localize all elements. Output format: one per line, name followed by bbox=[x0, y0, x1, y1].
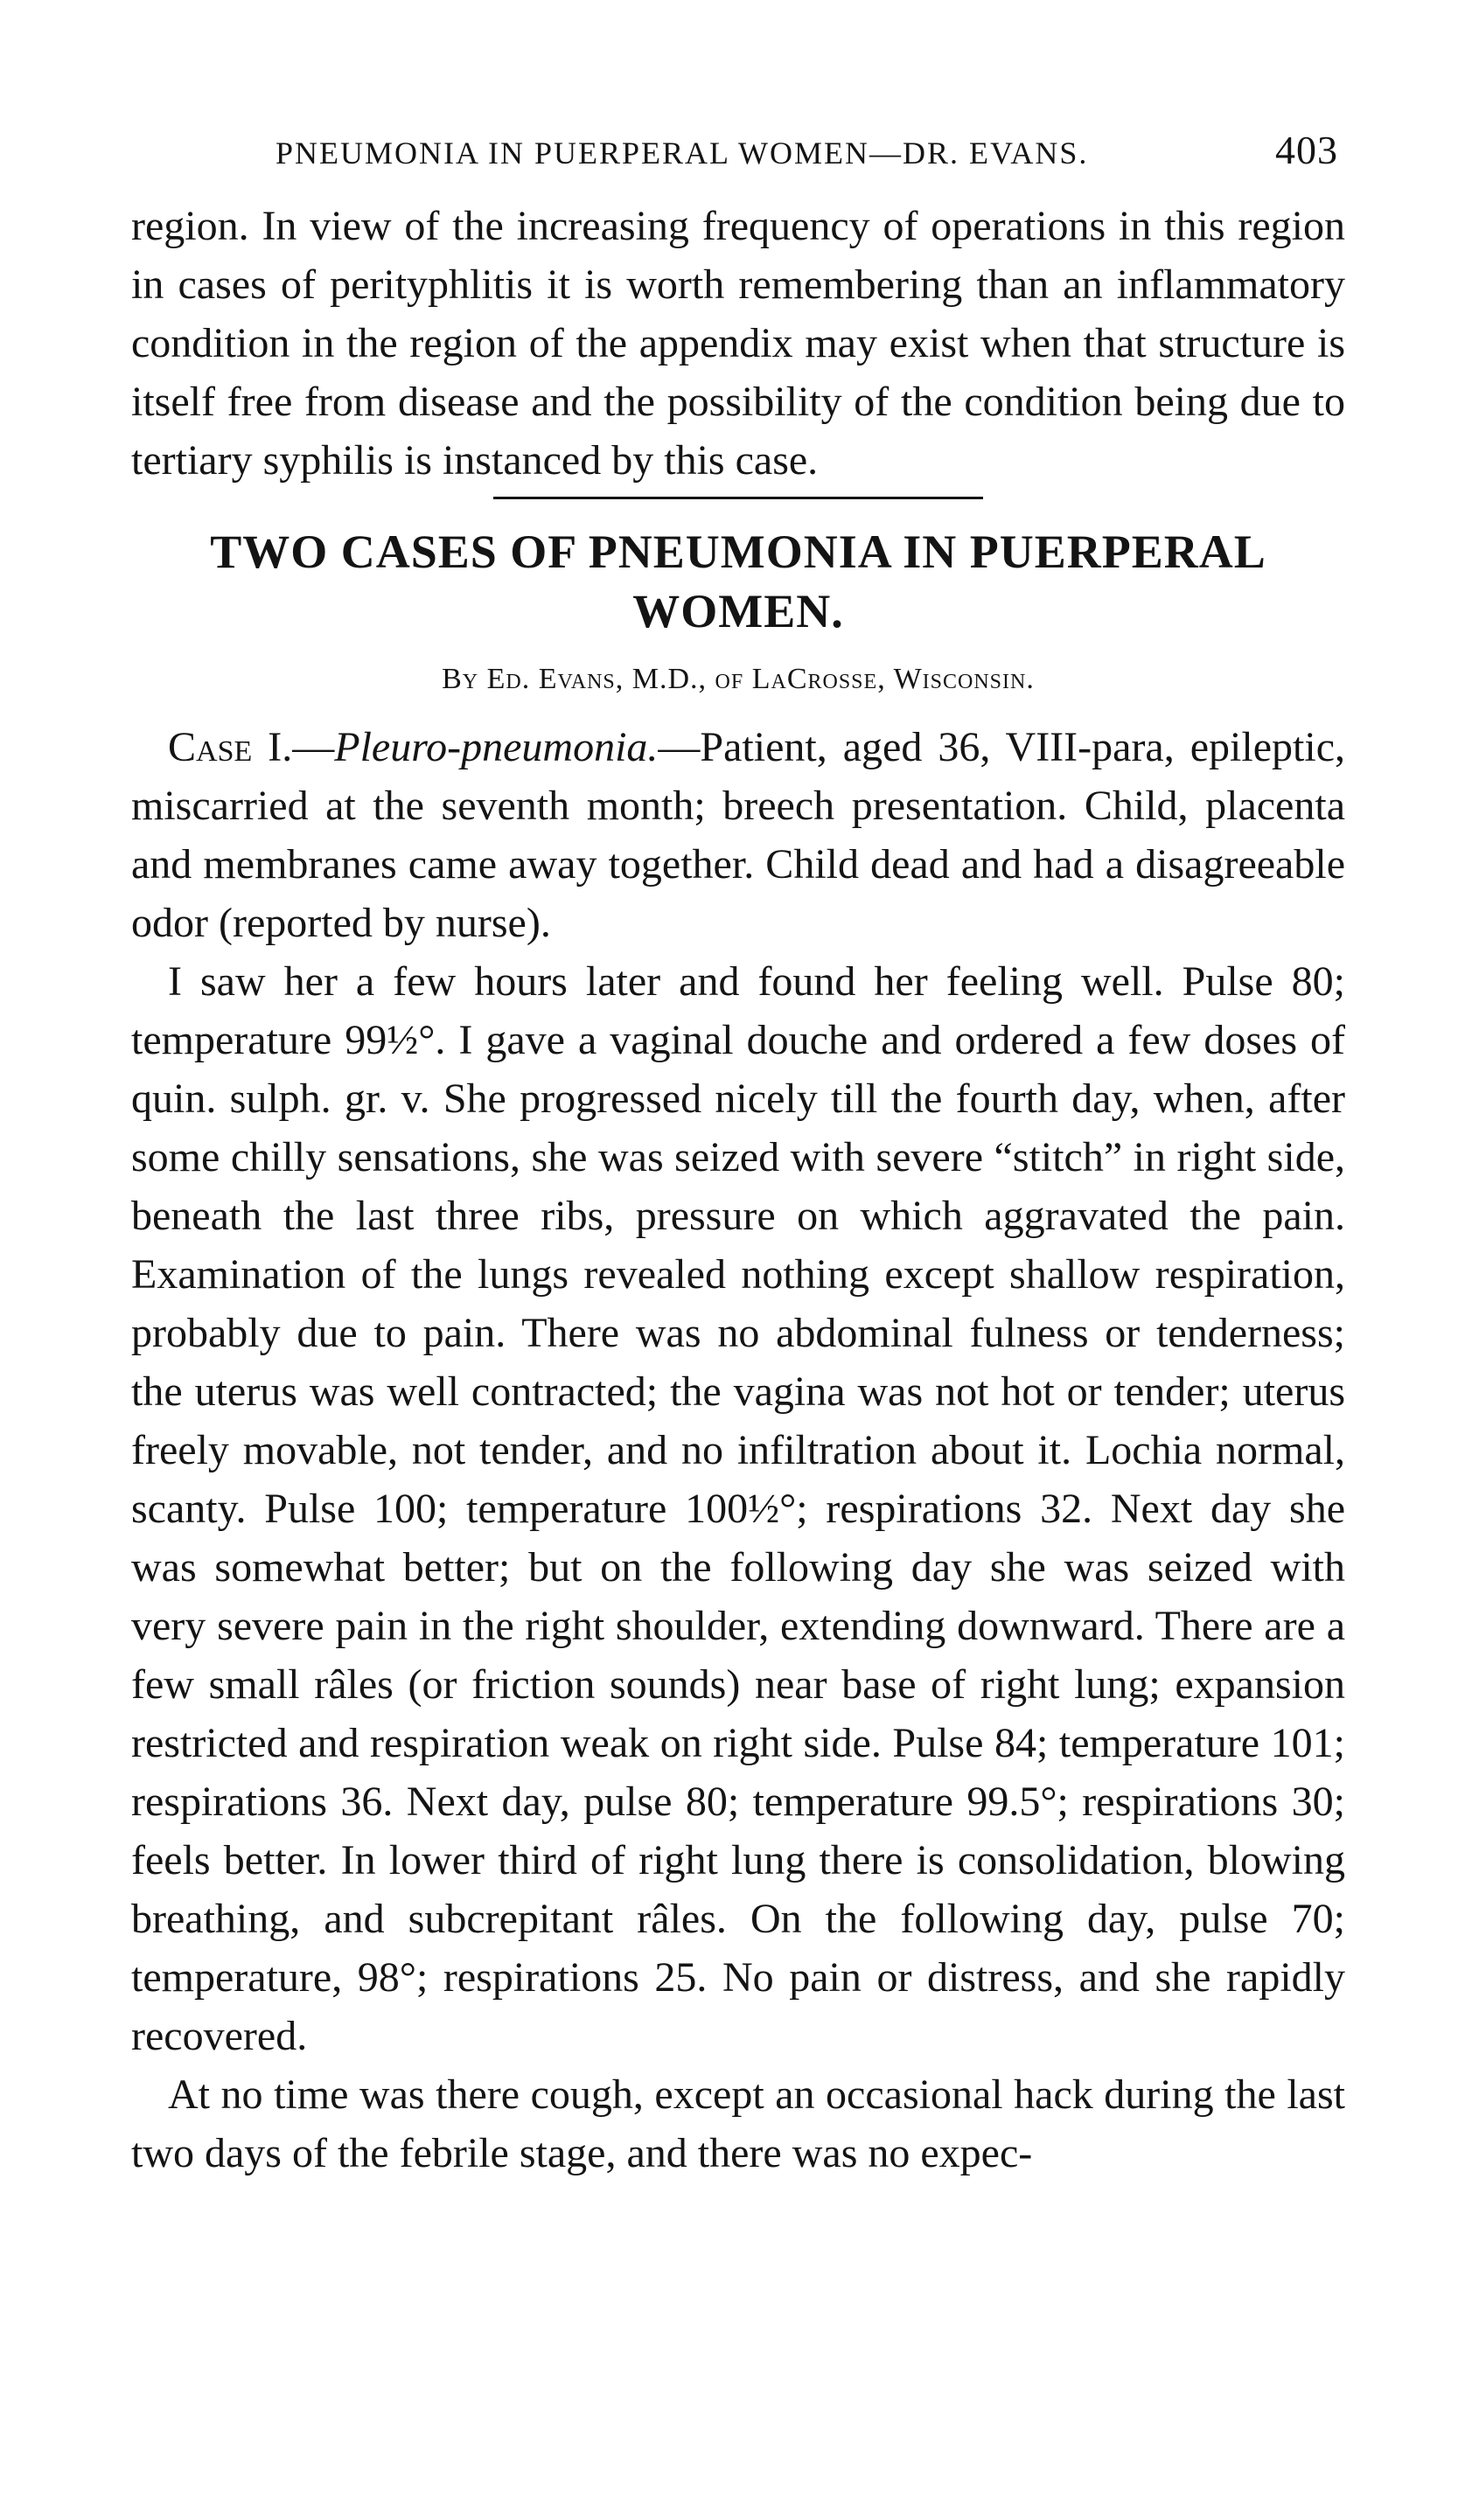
intro-paragraph: region. In view of the increasing frequency of operations in this region in cases of perityphlitis it is worth remembering than an inflammatory condition in the region of the appendix may exist when that structure is itself free from disease and the possibility of the condition being due to tertiary syphilis is instanced by this case. bbox=[131, 203, 1345, 484]
case-text: —Patient, aged 36, VIII-para, epileptic, miscarried at the seventh month; breech presentation. Child, placenta and membranes came away together. Child dead and had a disagreeable odor (reported by nurse). bbox=[131, 724, 1346, 946]
article-title: TWO CASES OF PNEUMONIA IN PUERPERAL WOMEN. bbox=[210, 526, 1266, 637]
case-subtitle: Pleuro-pneumonia. bbox=[334, 724, 659, 770]
running-head bbox=[131, 127, 1345, 197]
case-one-course-paragraph: I saw her a few hours later and found her feeling well. Pulse 80; temperature 99½°. I gave a vaginal douche and ordered a few doses of quin. sulph. gr. v. She progressed nicely till the fourth day, when, after some chilly sensations, she was seized with severe “stitch” in right side, beneath the last three ribs, pressure on which aggravated the pain. Examination of the lungs revealed nothing except shallow respiration, probably due to pain. There was no abdominal fulness or tenderness; the uterus was well contracted; the vagina was not hot or tender; uterus freely movable, not tender, and no infiltration about it. Lochia normal, scanty. Pulse 100; temperature 100½°; respirations 32. Next day she was somewhat better; but on the following day she was seized with very severe pain in the right shoulder, extending downward. There are a few small râles (or friction sounds) near base of right lung; expansion restricted and respiration weak on right side. Pulse 84; temperature 101; respirations 36. Next day, pulse 80; temperature 99.5°; respirations 30; feels better. In lower third of right lung there is consolidation, blowing breathing, and subcrepitant râles. On the following day, pulse 70; temperature, 98°; respirations 25. No pain or distress, and she rapidly recovered. bbox=[131, 958, 1345, 2059]
case-one-paragraph bbox=[131, 718, 1345, 952]
article-byline: By Ed. Evans, M.D., of LaCrosse, Wisconsin. bbox=[442, 663, 1035, 695]
running-head-title: PNEUMONIA IN PUERPERAL WOMEN—DR. EVANS. bbox=[276, 136, 1089, 171]
page-number: 403 bbox=[1275, 128, 1338, 172]
section-divider bbox=[493, 497, 983, 499]
case-label: Case I.— bbox=[168, 724, 335, 770]
case-one-closing-paragraph: At no time was there cough, except an occasional hack during the last two days of the febrile stage, and there was no expec- bbox=[131, 2071, 1345, 2176]
